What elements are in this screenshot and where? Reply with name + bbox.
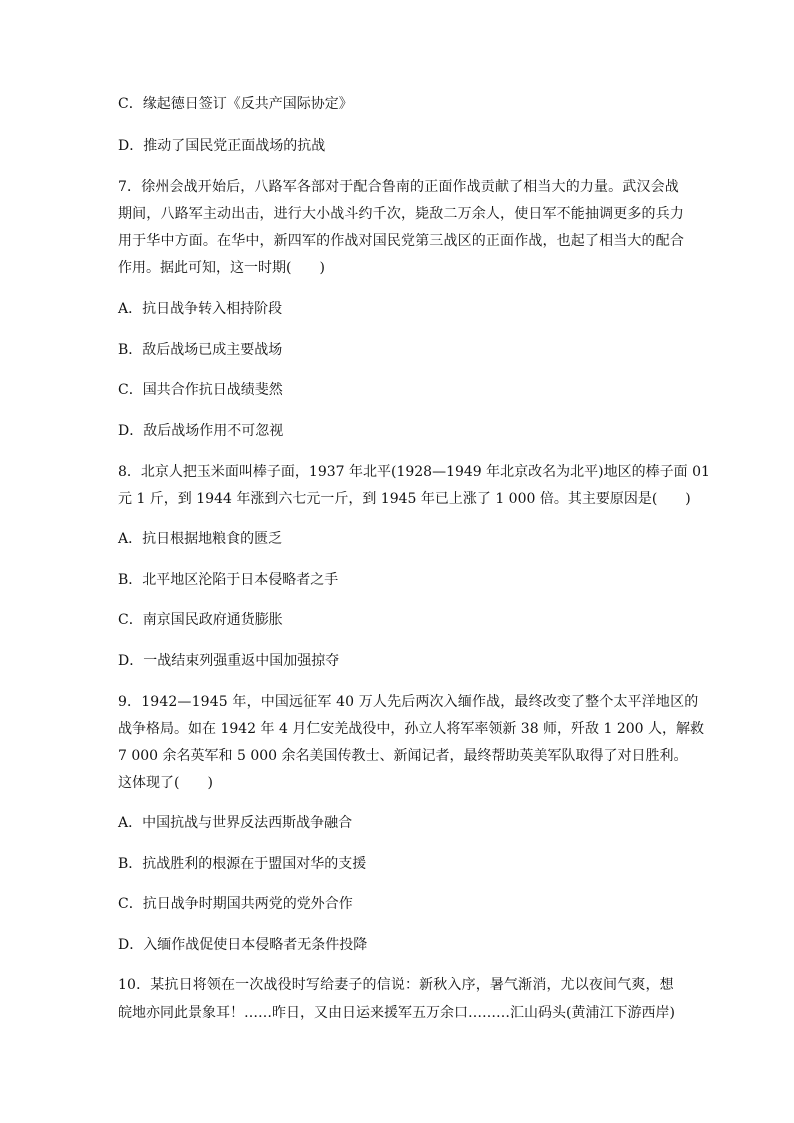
q8-option-b: B．北平地区沦陷于日本侵略者之手 (118, 572, 339, 588)
q8-option-d: D．一战结束列强重返中国加强掠夺 (118, 653, 340, 669)
q8-stem-line-2: 元 1 斤，到 1944 年涨到六七元一斤，到 1945 年已上涨了 1 000 倍。其主要原因是( ) (118, 491, 691, 507)
q7-stem-line-3: 用于华中方面。在华中，新四军的作战对国民党第三战区的正面作战，也起了相当大的配合 (118, 233, 684, 249)
q10-stem-line-1: 10．某抗日将领在一次战役时写给妻子的信说：新秋入序，暑气渐消，尤以夜间气爽，想 (118, 977, 674, 993)
q7-stem-line-2: 期间，八路军主动出击，进行大小战斗约千次，毙敌二万余人，使日军不能抽调更多的兵力 (118, 206, 684, 222)
q9-stem-line-2: 战争格局。如在 1942 年 4 月仁安羌战役中，孙立人将军率领新 38 师，歼敌 1 200 人，解救 (118, 721, 705, 737)
q6-option-d: D．推动了国民党正面战场的抗战 (118, 138, 326, 154)
q7-stem-line-1: 7．徐州会战开始后，八路军各部对于配合鲁南的正面作战贡献了相当大的力量。武汉会战 (118, 179, 679, 195)
q9-option-a: A．中国抗战与世界反法西斯战争融合 (118, 815, 353, 831)
q9-stem-line-3: 7 000 余名英军和 5 000 余名美国传教士、新闻记者，最终帮助英美军队取得了对日胜利。 (118, 748, 688, 764)
q8-option-c: C．南京国民政府通货膨胀 (118, 612, 283, 628)
q7-stem-line-4: 作用。据此可知，这一时期( ) (118, 260, 325, 276)
q9-stem-line-4: 这体现了( ) (118, 775, 213, 791)
q9-option-b: B．抗战胜利的根源在于盟国对华的支援 (118, 856, 367, 872)
q7-option-d: D．敌后战场作用不可忽视 (118, 423, 284, 439)
q8-stem-line-1: 8．北京人把玉米面叫棒子面，1937 年北平(1928—1949 年北京改名为北平)地区的棒子面 01 (118, 464, 710, 480)
q9-stem-line-1: 9．1942—1945 年，中国远征军 40 万人先后两次入缅作战，最终改变了整个太平洋地区的 (118, 694, 699, 710)
q9-option-d: D．入缅作战促使日本侵略者无条件投降 (118, 937, 368, 953)
q6-option-c: C．缘起德日签订《反共产国际协定》 (118, 96, 353, 112)
q7-option-a: A．抗日战争转入相持阶段 (118, 301, 283, 317)
q10-stem-line-2: 皖地亦同此景象耳！……昨日，又由日运来援军五万余口………汇山码头(黄浦江下游西岸) (118, 1005, 675, 1021)
q8-option-a: A．抗日根据地粮食的匮乏 (118, 531, 283, 547)
q9-option-c: C．抗日战争时期国共两党的党外合作 (118, 896, 353, 912)
q7-option-b: B．敌后战场已成主要战场 (118, 342, 283, 358)
q7-option-c: C．国共合作抗日战绩斐然 (118, 382, 283, 398)
